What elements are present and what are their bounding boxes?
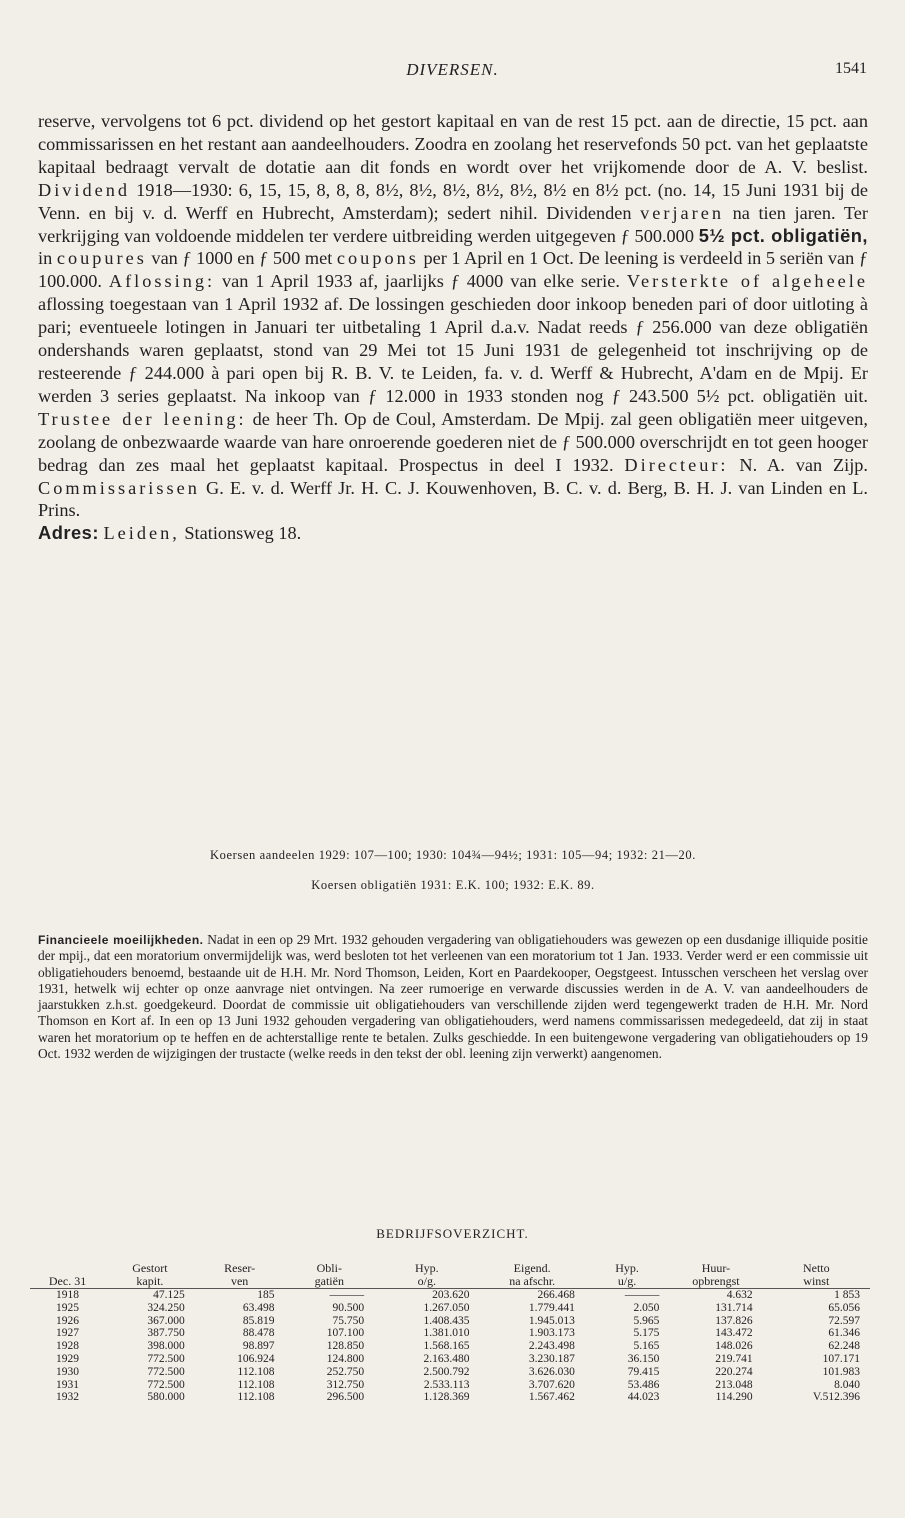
main_text-run: Trustee der leening: [38,408,247,429]
main_text-run: verjaren [640,202,724,223]
table-row [30,1391,870,1404]
value-cell: 772.500 [147,1365,185,1378]
value-cell: 772.500 [147,1378,185,1391]
year-cell: 1925 [56,1301,80,1314]
column-header: na afschr. [480,1275,585,1289]
value-cell: 5.965 [633,1314,660,1327]
value-cell: 101.983 [822,1365,860,1378]
value-cell: 220.274 [715,1365,753,1378]
main_text-run: per 1 April en 1 Oct. De leening is verdeeld in 5 seriën van ƒ 100.000. [38,248,868,292]
column-header: Hyp. [414,1261,439,1275]
value-cell: 128.850 [326,1340,365,1353]
table-row [30,1289,870,1302]
value-cell: 107.171 [822,1352,860,1365]
financieele-run: Financieele moeilijkheden. [38,933,204,947]
financial-difficulties-paragraph [38,932,868,1062]
column-header: winst [763,1275,870,1289]
page-header [38,60,867,88]
value-cell: 185 [257,1289,275,1301]
value-cell: 1.381.010 [423,1327,470,1340]
value-cell: 5.175 [633,1327,660,1340]
value-cell: 398.000 [147,1340,185,1353]
value-cell: 107.100 [326,1327,365,1340]
column-header: kapit. [105,1275,195,1289]
value-cell: 4.632 [726,1289,753,1301]
column-header: Hyp. [615,1261,639,1275]
column-header: Gestort [132,1261,168,1275]
value-cell: 312.750 [326,1378,365,1391]
value-cell: 148.026 [715,1340,753,1353]
main_text-run: in [38,248,57,269]
table-row [30,1302,870,1315]
column-header: Huur- [701,1261,731,1275]
page-title: DIVERSEN. [406,60,499,79]
table-title: BEDRIJFSOVERZICHT. [376,1226,529,1241]
value-cell: 1.903.173 [528,1327,575,1340]
table-row [30,1379,870,1392]
value-cell: V.512.396 [812,1391,860,1404]
value-cell: ——— [329,1289,365,1301]
value-cell: 213.048 [715,1378,753,1391]
value-cell: 44.023 [627,1391,660,1404]
value-cell: 203.620 [432,1289,470,1301]
share-prices-line: Koersen aandeelen 1929: 107—100; 1930: 104¾—94½; 1931: 105—94; 1932: 21—20. [210,848,696,862]
value-cell: 367.000 [147,1314,185,1327]
value-cell: 1.568.165 [423,1340,470,1353]
table-row [30,1327,870,1340]
main_text-run: Dividend [38,179,131,200]
value-cell: 580.000 [147,1391,185,1404]
main_text-run: G. E. v. d. Werff Jr. H. C. J. Kouwenhoven, B. C. v. d. Berg, B. H. J. van Linden en L. Prins. [38,477,868,521]
column-header: ven [195,1275,285,1289]
value-cell: 79.415 [627,1365,660,1378]
value-cell: 266.468 [537,1289,575,1301]
value-cell: 219.741 [715,1352,753,1365]
table-header-row-bottom [30,1275,870,1289]
value-cell: ——— [624,1289,660,1301]
main_text-run: Aflossing: [108,271,216,292]
value-cell: 296.500 [326,1391,365,1404]
value-cell: 75.750 [332,1314,365,1327]
main_text-run: aflossing toegestaan van 1 April 1932 af. De lossingen geschieden door inkoop beneden pari of door uitloting à pari; eventueele lotingen in Januari ter uitbetaling 1 April d.a.v. Nadat reeds ƒ 256.000 van deze obligatiën ondershands waren geplaatst, stond van 29 Mei tot 15 Juni 1931 de gelegenheid tot inschrijving op de resteerende ƒ 244.000 à pari open bij R. B. V. te Leiden, fa. v. d. Werff & Hubrecht, A'dam en de Mpij. Er werden 3 series geplaatst. Na inkoop van ƒ 12.000 in 1933 stonden nog ƒ 243.500 5½ pct. obligatiën uit. [38,294,868,406]
value-cell: 2.050 [633,1301,660,1314]
bond-prices-line: Koersen obligatiën 1931: E.K. 100; 1932: E.K. 89. [311,878,595,892]
value-cell: 3.626.030 [528,1365,575,1378]
value-cell: 36.150 [627,1352,660,1365]
value-cell: 1.128.369 [423,1391,470,1404]
value-cell: 112.108 [237,1391,275,1404]
column-header: Reser- [224,1261,256,1275]
year-cell: 1931 [56,1378,80,1391]
main_text-run: Adres: [38,522,99,544]
value-cell: 2.163.480 [423,1352,470,1365]
value-cell: 131.714 [715,1301,753,1314]
value-cell: 252.750 [326,1365,365,1378]
table-row [30,1366,870,1379]
value-cell: 1 853 [834,1289,860,1301]
main_text-run: van 1 April 1933 af, jaarlijks ƒ 4000 van elke serie. [215,271,627,292]
year-cell: 1928 [56,1340,80,1353]
value-cell: 143.472 [715,1327,753,1340]
value-cell: 98.897 [242,1340,275,1353]
value-cell: 112.108 [237,1378,275,1391]
company-description [38,110,868,545]
value-cell: 2.243.498 [528,1340,575,1353]
value-cell: 5.165 [633,1340,660,1353]
column-header: u/g. [585,1275,669,1289]
page-number: 1541 [835,60,867,77]
value-cell: 137.826 [715,1314,753,1327]
column-header: opbrengst [669,1275,762,1289]
column-header: o/g. [374,1275,479,1289]
value-cell: 114.290 [715,1391,753,1404]
main_text-run: de heer Th. Op de Coul, Amsterdam. De Mpij. zal geen obligatiën meer uitgeven, zoolang de onbezwaarde waarde van hare onroerende goederen niet de ƒ 500.000 overschrijdt en tot geen hooger bedrag dan zes maal het geplaatst kapitaal. Prospectus in deel I 1932. [38,408,868,475]
value-cell: 61.346 [828,1327,860,1340]
table-body [30,1289,870,1405]
value-cell: 3.707.620 [528,1378,575,1391]
value-cell: 1.267.050 [423,1301,470,1314]
value-cell: 72.597 [828,1314,860,1327]
value-cell: 2.500.792 [423,1365,470,1378]
value-cell: 85.819 [242,1314,275,1327]
value-cell: 47.125 [153,1289,185,1301]
value-cell: 88.478 [242,1327,275,1340]
year-cell: 1929 [56,1352,80,1365]
value-cell: 63.498 [242,1301,275,1314]
value-cell: 124.800 [326,1352,365,1365]
value-cell: 3.230.187 [528,1352,575,1365]
main_text-run: Versterkte of algeheele [626,271,868,292]
main_text-run: reserve, vervolgens tot 6 pct. dividend op het gestort kapitaal en van de rest 15 pct. aan de directie, 15 pct. aan commissarissen en het restant aan aandeelhouders. Zoodra en zoolang het reservefonds 50 pct. van het geplaatste kapitaal bedraagt vervalt de dotatie aan dit fonds en wordt over het vrijkomende door de A. V. beslist. [38,111,868,177]
value-cell: 90.500 [332,1301,365,1314]
value-cell: 1.945.013 [528,1314,575,1327]
main_text-run: van ƒ 1000 en ƒ 500 met [146,248,337,269]
main_text-run: Leiden, [103,523,180,544]
main_text-run: Directeur: [624,454,729,475]
column-header: Netto [802,1261,830,1275]
value-cell: 65.056 [828,1301,860,1314]
year-cell: 1927 [56,1327,80,1340]
year-cell: 1918 [56,1289,80,1301]
financieele-run: Nadat in een op 29 Mrt. 1932 gehouden vergadering van obligatiehouders was gewezen op een dusdanige illiquide positie der mpij., dat een moratorium onvermijdelijk was, werd besloten tot het verleenen van een moratorium tot 1 Jan. 1933. Verder werd er een commissie uit obligatiehouders benoemd, bestaande uit de H.H. Mr. Nord Thomson, Leiden, Kort en Paardekooper, Oegstgeest. Intusschen verscheen het verslag over 1931, hetwelk wij echter op onze aanvrage niet ontvingen. Na zeer rumoerige en verwarde discussies werden in de A. V. van aandeelhouders de jaarstukken z.h.st. goedgekeurd. Doordat de commissie uit obligatiehouders van verschillende zijden werd tegengewerkt traden de H.H. Mr. Nord Thomson en Kort af. In een op 13 Juni 1932 gehouden vergadering van obligatiehouders, werd namens commissarissen medegedeeld, dat zij in staat waren het moratorium op te heffen en de achterstallige rente te betalen. Zulks geschiedde. In een buitengewone vergadering van obligatiehouders op 19 Oct. 1932 werden de wijzigingen der trustacte (welke reeds in den tekst der obl. leening zijn verwerkt) aangenomen. [38,932,868,1062]
main_text-run: coupures [56,248,147,269]
table-row [30,1340,870,1353]
main_text-run: na tien jaren. Ter verkrijging van voldoende middelen ter verdere uitbreiding werden uitgegeven ƒ 500.000 [38,202,868,246]
value-cell: 53.486 [627,1378,660,1391]
value-cell: 387.750 [147,1327,185,1340]
value-cell: 1.408.435 [423,1314,470,1327]
value-cell: 62.248 [828,1340,860,1353]
column-header: Eigend. [513,1261,551,1275]
column-header: Obli- [316,1261,342,1275]
column-header: Dec. 31 [30,1275,105,1289]
main_text-run: Commissarissen [38,477,200,498]
main_text-run: N. A. van Zijp. [728,454,868,475]
table-row [30,1353,870,1366]
value-cell: 324.250 [147,1301,185,1314]
value-cell: 2.533.113 [423,1378,470,1391]
main_text-run: 1918—1930: 6, 15, 15, 8, 8, 8, 8½, 8½, 8½, 8½, 8½, 8½ en 8½ pct. (no. 14, 15 Juni 1931 bij de Venn. en bij v. d. Werff en Hubrecht, Amsterdam); sedert nihil. Dividenden [38,179,868,223]
business-overview-table [30,1262,870,1404]
year-cell: 1930 [56,1365,80,1378]
value-cell: 106.924 [237,1352,275,1365]
value-cell: 772.500 [147,1352,185,1365]
main_text-run: Stationsweg 18. [179,523,302,544]
table-row [30,1315,870,1328]
value-cell: 1.567.462 [528,1391,575,1404]
value-cell: 112.108 [237,1365,275,1378]
main_text-run: 5½ pct. obligatiën, [698,224,869,246]
year-cell: 1926 [56,1314,80,1327]
value-cell: 1.779.441 [528,1301,575,1314]
year-cell: 1932 [56,1391,80,1404]
value-cell: 8.040 [834,1378,860,1391]
main_text-run: coupons [336,248,419,269]
column-header: gatiën [284,1275,374,1289]
